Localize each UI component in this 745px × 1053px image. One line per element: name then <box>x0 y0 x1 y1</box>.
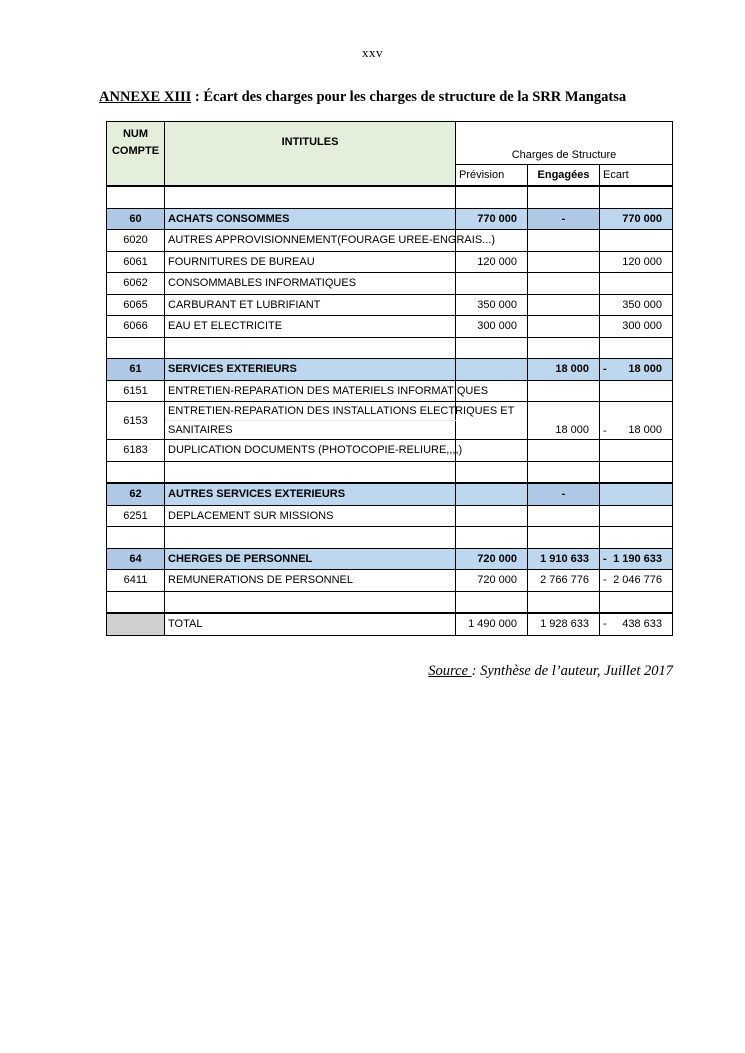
row-label: DEPLACEMENT SUR MISSIONS <box>165 505 456 527</box>
ecart-value: 2 046 776 <box>613 574 662 587</box>
row-ecart <box>600 505 673 527</box>
section-ecart <box>600 359 673 381</box>
charges-table <box>106 121 673 636</box>
source-note <box>428 663 673 680</box>
section-row-61 <box>107 359 673 381</box>
total-row <box>107 613 673 635</box>
section-label: ACHATS CONSOMMES <box>165 208 456 230</box>
table-row-6251 <box>107 505 673 527</box>
table-row-6153-line2 <box>107 421 673 440</box>
section-ecart <box>600 208 673 230</box>
ecart-sign: - <box>603 363 607 375</box>
row-code: 6183 <box>107 440 165 462</box>
row-label: AUTRES APPROVISIONNEMENT(FOURAGE UREE-ENGRAIS...) <box>165 230 456 252</box>
row-prevision: 720 000 <box>456 570 528 592</box>
table-row-6065 <box>107 294 673 316</box>
section-prevision <box>456 359 528 381</box>
row-code: 6065 <box>107 294 165 316</box>
total-ecart <box>600 613 673 635</box>
row-label-line2: SANITAIRES <box>165 421 456 440</box>
section-prevision: 770 000 <box>456 208 528 230</box>
spacer-row <box>107 186 673 208</box>
row-engagees: 18 000 <box>528 421 600 440</box>
row-label: ENTRETIEN-REPARATION DES MATERIELS INFORMATIQUES <box>165 380 456 402</box>
row-engagees <box>528 316 600 338</box>
row-engagees <box>528 251 600 273</box>
header-engagees: Engagées <box>528 165 600 187</box>
section-ecart <box>600 483 673 505</box>
row-code: 6151 <box>107 380 165 402</box>
row-engagees <box>528 273 600 295</box>
ecart-value: 1 190 633 <box>613 552 662 565</box>
section-label: SERVICES EXTERIEURS <box>165 359 456 381</box>
row-label: EAU ET ELECTRICITE <box>165 316 456 338</box>
section-label: CHERGES DE PERSONNEL <box>165 548 456 570</box>
row-engagees <box>528 294 600 316</box>
spacer-row <box>107 337 673 359</box>
row-ecart <box>600 380 673 402</box>
section-row-60 <box>107 208 673 230</box>
row-ecart <box>600 440 673 462</box>
row-label: DUPLICATION DOCUMENTS (PHOTOCOPIE-RELIURE,,,,) <box>165 440 456 462</box>
page-number: xxv <box>362 45 383 60</box>
section-engagees: 1 910 633 <box>528 548 600 570</box>
ecart-sign: - <box>603 424 607 437</box>
row-engagees <box>528 230 600 252</box>
section-ecart <box>600 548 673 570</box>
section-engagees: - <box>528 483 600 505</box>
row-code: 6020 <box>107 230 165 252</box>
section-row-62 <box>107 483 673 505</box>
total-label: TOTAL <box>165 613 456 635</box>
header-num-line2: COMPTE <box>111 145 160 157</box>
row-prevision: 300 000 <box>456 316 528 338</box>
header-intitules: INTITULES <box>165 122 456 187</box>
row-code: 6411 <box>107 570 165 592</box>
header-num-compte <box>107 122 165 187</box>
table-row-6061 <box>107 251 673 273</box>
source-prefix: Source <box>428 663 472 679</box>
row-label: CONSOMMABLES INFORMATIQUES <box>165 273 456 295</box>
row-label: FOURNITURES DE BUREAU <box>165 251 456 273</box>
row-label: REMUNERATIONS DE PERSONNEL <box>165 570 456 592</box>
row-engagees <box>528 505 600 527</box>
row-ecart <box>600 570 673 592</box>
ecart-sign: - <box>603 618 607 630</box>
row-code: 6061 <box>107 251 165 273</box>
row-code: 6251 <box>107 505 165 527</box>
row-label: CARBURANT ET LUBRIFIANT <box>165 294 456 316</box>
annex-heading-prefix: ANNEXE XIII <box>99 89 192 105</box>
total-code-cell <box>107 613 165 635</box>
spacer-row <box>107 461 673 483</box>
ecart-value: 18 000 <box>628 423 662 436</box>
section-engagees: 18 000 <box>528 359 600 381</box>
ecart-sign: - <box>603 552 607 565</box>
table-row-6066 <box>107 316 673 338</box>
row-ecart <box>600 421 673 440</box>
annex-heading <box>99 89 626 106</box>
header-charges-group: Charges de Structure <box>456 122 673 165</box>
source-text: : Synthèse de l’auteur, Juillet 2017 <box>471 663 673 679</box>
table-row-6062 <box>107 273 673 295</box>
section-code: 60 <box>107 208 165 230</box>
section-prevision <box>456 483 528 505</box>
section-prevision: 720 000 <box>456 548 528 570</box>
ecart-value: 438 633 <box>622 618 662 631</box>
total-engagees: 1 928 633 <box>528 613 600 635</box>
row-ecart: 300 000 <box>600 316 673 338</box>
row-ecart <box>600 273 673 295</box>
spacer-row <box>107 591 673 613</box>
table-row-6411 <box>107 570 673 592</box>
section-code: 61 <box>107 359 165 381</box>
row-engagees: 2 766 776 <box>528 570 600 592</box>
section-code: 64 <box>107 548 165 570</box>
row-code: 6062 <box>107 273 165 295</box>
header-ecart: Ecart <box>600 165 673 187</box>
charges-table-container <box>106 121 672 636</box>
header-num-line1: NUM <box>122 128 149 140</box>
row-engagees <box>528 380 600 402</box>
row-prevision <box>456 505 528 527</box>
row-prevision: 120 000 <box>456 251 528 273</box>
row-label-line1: ENTRETIEN-REPARATION DES INSTALLATIONS ELECTRIQUES ET <box>165 402 456 421</box>
row-engagees <box>528 440 600 462</box>
section-row-64 <box>107 548 673 570</box>
section-code: 62 <box>107 483 165 505</box>
row-prevision <box>456 273 528 295</box>
header-prevision: Prévision <box>456 165 528 187</box>
table-row-6020 <box>107 230 673 252</box>
row-code: 6066 <box>107 316 165 338</box>
section-engagees: - <box>528 208 600 230</box>
annex-heading-text: : Écart des charges pour les charges de structure de la SRR Mangatsa <box>191 89 627 105</box>
row-ecart: 120 000 <box>600 251 673 273</box>
row-ecart: 350 000 <box>600 294 673 316</box>
total-prevision: 1 490 000 <box>456 613 528 635</box>
row-prevision <box>456 421 528 440</box>
table-row-6183 <box>107 440 673 462</box>
spacer-row <box>107 527 673 549</box>
ecart-sign: - <box>603 574 607 586</box>
table-row-6151 <box>107 380 673 402</box>
row-prevision: 350 000 <box>456 294 528 316</box>
table-row-6153-line1 <box>107 402 673 421</box>
section-label: AUTRES SERVICES EXTERIEURS <box>165 483 456 505</box>
ecart-value: 18 000 <box>628 363 662 376</box>
row-ecart <box>600 230 673 252</box>
row-code: 6153 <box>107 402 165 440</box>
ecart-value: 770 000 <box>622 212 662 225</box>
row-prevision <box>456 440 528 462</box>
